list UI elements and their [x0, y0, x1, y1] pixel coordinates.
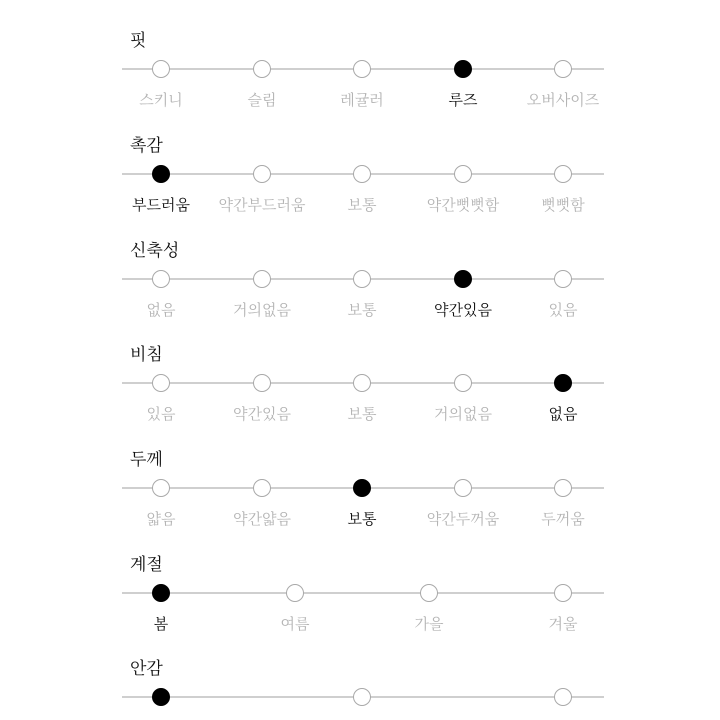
scale-label: 여름: [280, 615, 310, 633]
scale-label: 약간부드러움: [218, 196, 306, 214]
scale-dot[interactable]: [253, 60, 271, 78]
scale-dot[interactable]: [554, 584, 572, 602]
scale-label: 두꺼움: [541, 510, 585, 528]
scale-dot[interactable]: [353, 165, 371, 183]
scale-dot[interactable]: [152, 60, 170, 78]
scale-dot[interactable]: [353, 374, 371, 392]
scale-label: 있음: [146, 405, 176, 423]
scale-dot[interactable]: [454, 270, 472, 288]
scale-label: 보통: [347, 510, 377, 528]
scale-dot[interactable]: [554, 270, 572, 288]
scale-label: 오버사이즈: [526, 91, 600, 109]
scale-label: 약간뻣뻣함: [426, 196, 500, 214]
scale-dot[interactable]: [554, 688, 572, 706]
scale-label: 보통: [347, 196, 377, 214]
scale-label: 뻣뻣함: [541, 196, 585, 214]
scale-label: 약간있음: [233, 405, 291, 423]
scale-dot[interactable]: [286, 584, 304, 602]
scale-label: 있음: [548, 301, 578, 319]
scale-dot[interactable]: [353, 60, 371, 78]
scale-track: [122, 592, 604, 594]
attribute-title: 두께: [130, 450, 163, 470]
scale-dot[interactable]: [554, 374, 572, 392]
scale-label: 루즈: [448, 91, 478, 109]
scale-label: 거의없음: [434, 405, 492, 423]
scale-dot[interactable]: [253, 479, 271, 497]
scale-label: 약간있음: [434, 301, 492, 319]
scale-label: 스키니: [139, 91, 183, 109]
scale-dot[interactable]: [454, 374, 472, 392]
scale-dot[interactable]: [152, 270, 170, 288]
attribute-title: 핏: [130, 31, 147, 51]
scale-dot[interactable]: [420, 584, 438, 602]
scale-dot[interactable]: [253, 374, 271, 392]
scale-label: 가을: [414, 615, 444, 633]
scale-label: 슬림: [247, 91, 277, 109]
scale-label: 없음: [548, 405, 578, 423]
attribute-title: 안감: [130, 659, 163, 679]
scale-label: 겨울: [548, 615, 578, 633]
scale-dot[interactable]: [454, 479, 472, 497]
scale-label: 레귤러: [340, 91, 384, 109]
scale-label: 얇음: [146, 510, 176, 528]
scale-dot[interactable]: [454, 165, 472, 183]
scale-label: 약간두꺼움: [426, 510, 500, 528]
scale-dot[interactable]: [152, 374, 170, 392]
scale-dot[interactable]: [353, 270, 371, 288]
scale-dot[interactable]: [554, 165, 572, 183]
scale-dot[interactable]: [454, 60, 472, 78]
scale-label: 보통: [347, 405, 377, 423]
attribute-title: 계절: [130, 555, 163, 575]
attribute-title: 촉감: [130, 136, 163, 156]
attribute-title: 신축성: [130, 241, 180, 261]
scale-dot[interactable]: [353, 688, 371, 706]
scale-dot[interactable]: [152, 479, 170, 497]
scale-dot[interactable]: [353, 479, 371, 497]
scale-dot[interactable]: [253, 165, 271, 183]
scale-label: 봄: [153, 615, 169, 633]
scale-label: 거의없음: [233, 301, 291, 319]
scale-dot[interactable]: [554, 479, 572, 497]
attribute-title: 비침: [130, 345, 163, 365]
scale-dot[interactable]: [152, 688, 170, 706]
scale-label: 약간얇음: [233, 510, 291, 528]
scale-label: 부드러움: [132, 196, 190, 214]
scale-dot[interactable]: [152, 165, 170, 183]
scale-dot[interactable]: [152, 584, 170, 602]
scale-label: 없음: [146, 301, 176, 319]
scale-dot[interactable]: [253, 270, 271, 288]
scale-dot[interactable]: [554, 60, 572, 78]
scale-label: 보통: [347, 301, 377, 319]
